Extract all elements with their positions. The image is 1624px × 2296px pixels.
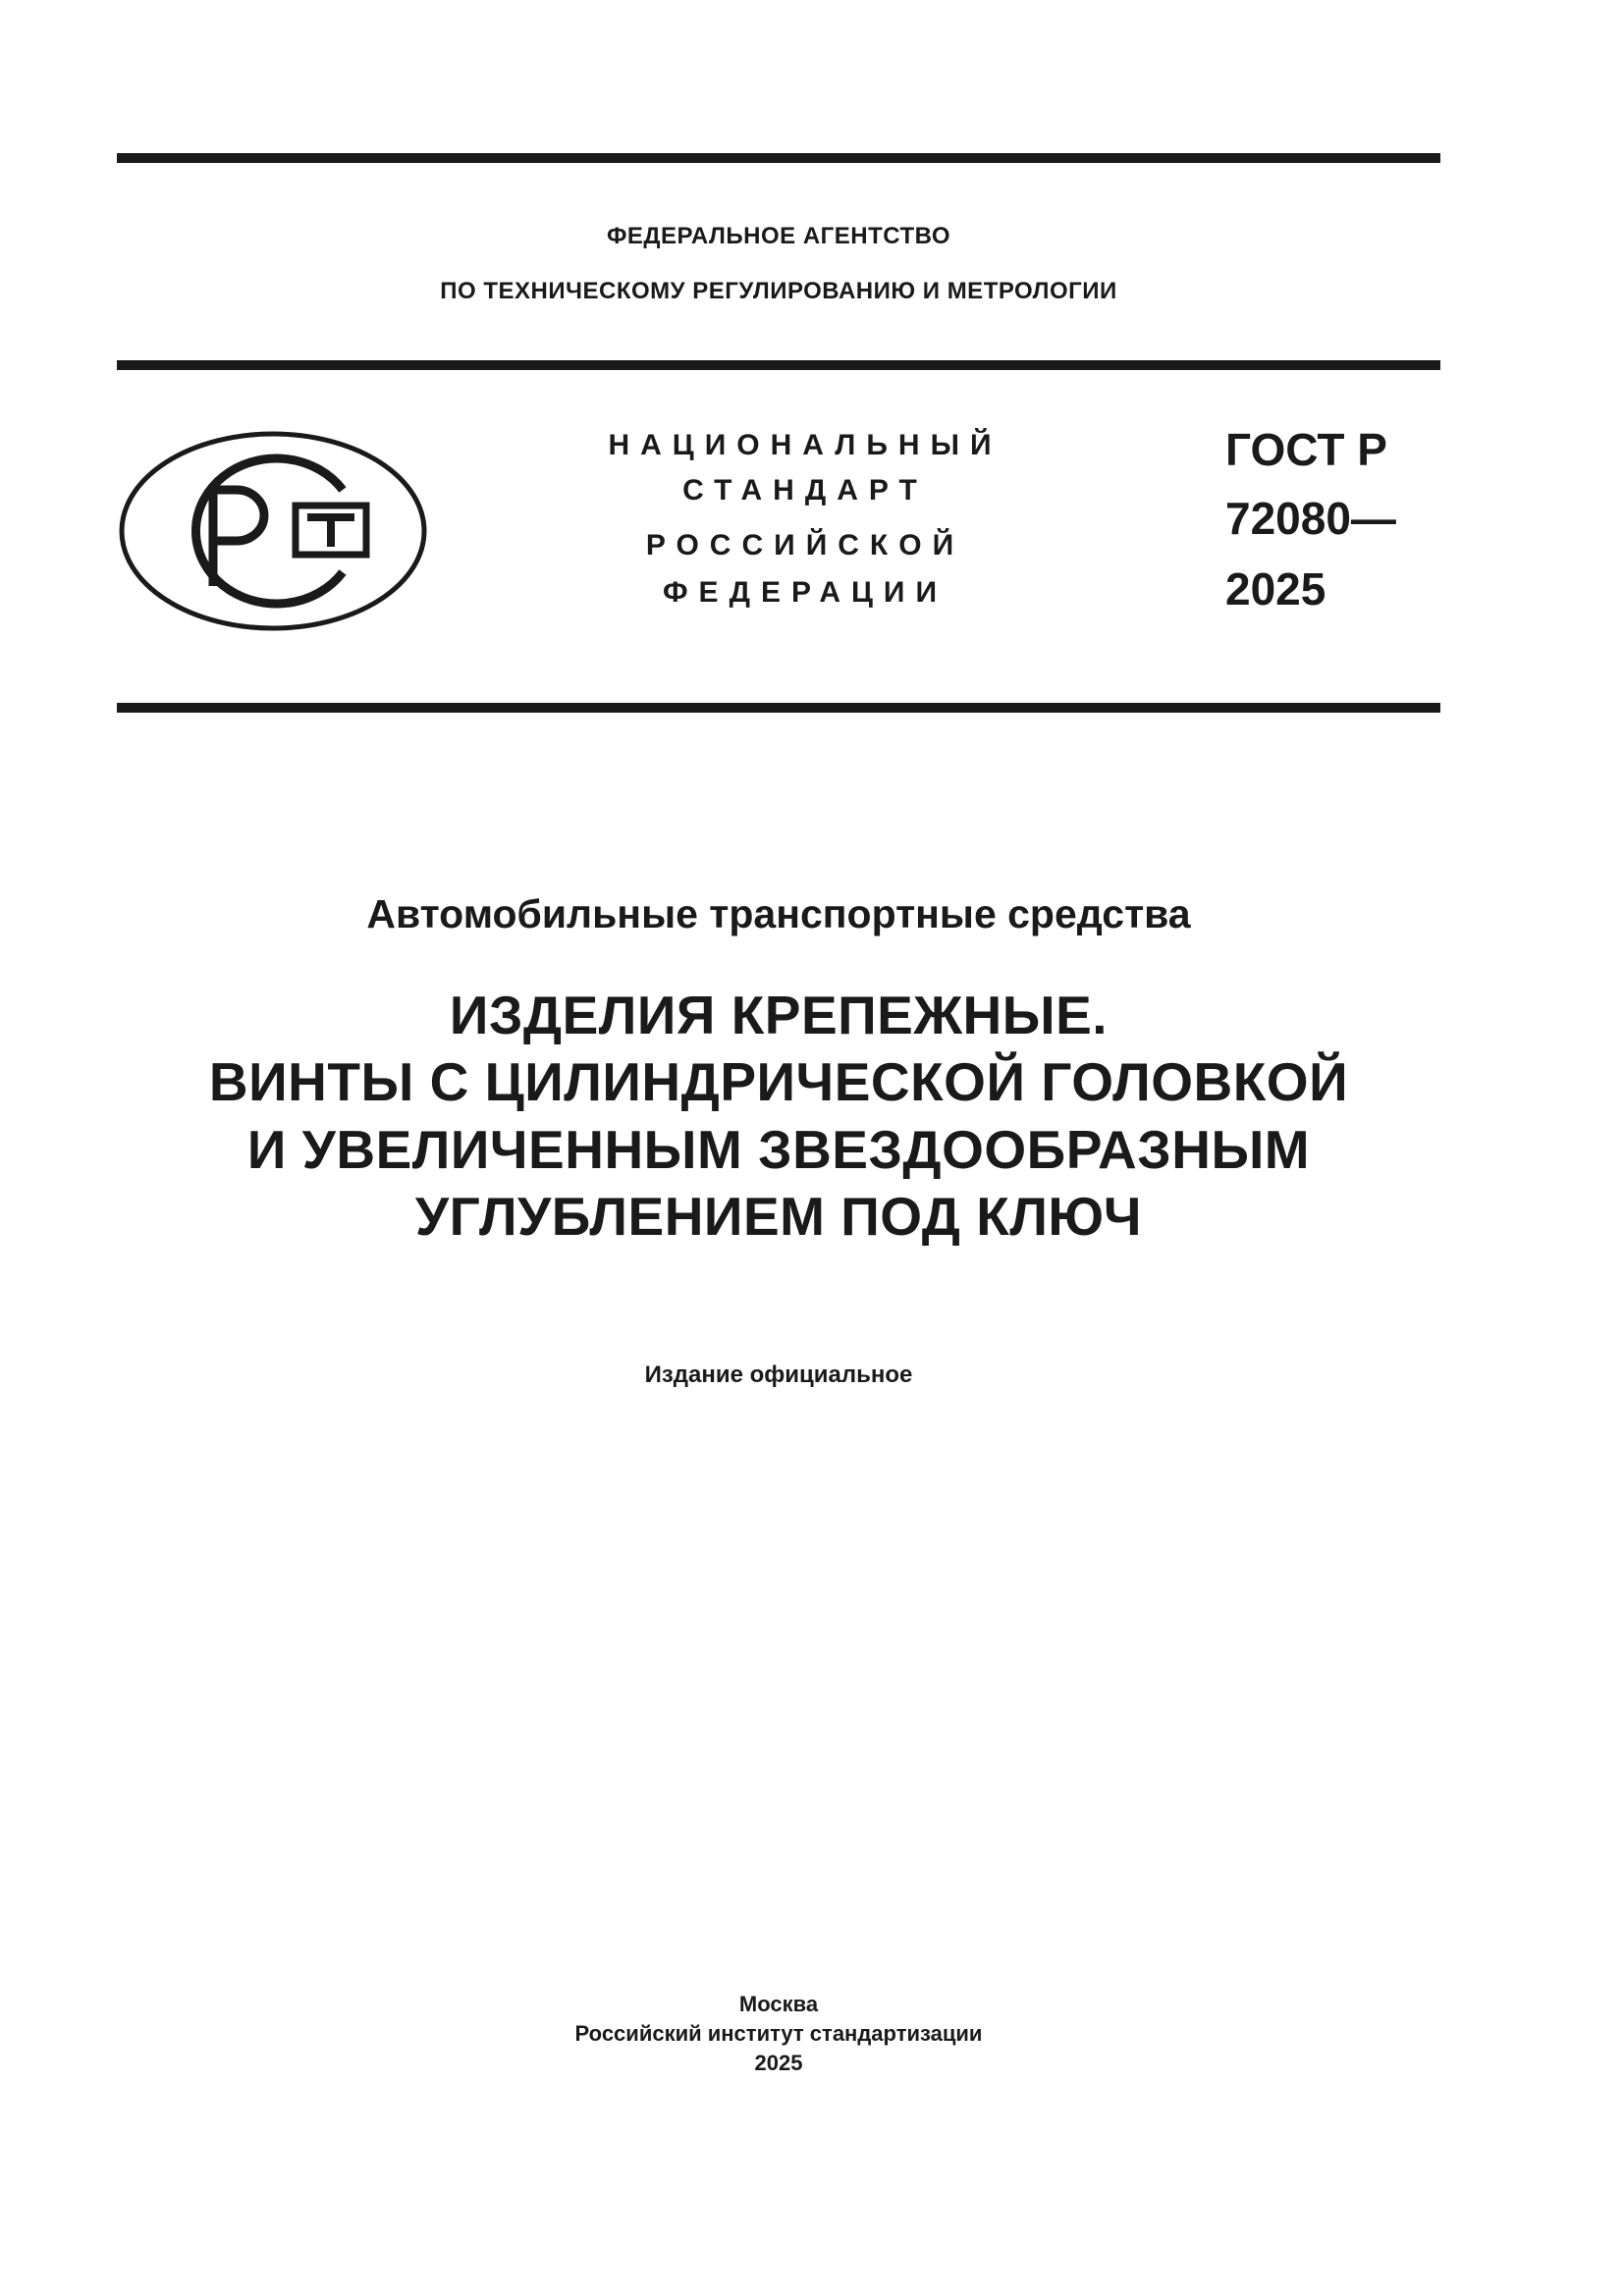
imprint-city: Москва xyxy=(738,1992,819,2016)
gost-designation-line-3: 2025 xyxy=(1225,563,1326,614)
top-rule xyxy=(117,153,1440,163)
gost-designation-line-1: ГОСТ Р xyxy=(1225,424,1387,475)
header-bottom-rule xyxy=(117,703,1440,713)
agency-bottom-rule xyxy=(117,360,1440,370)
standard-type-line-3: РОССИЙСКОЙ xyxy=(645,529,965,561)
agency-name-line-1: ФЕДЕРАЛЬНОЕ АГЕНТСТВО xyxy=(606,223,951,249)
agency-name-line-2: ПО ТЕХНИЧЕСКОМУ РЕГУЛИРОВАНИЮ И МЕТРОЛОГИИ xyxy=(440,278,1117,304)
standard-type-line-2: СТАНДАРТ xyxy=(682,474,928,507)
imprint-year: 2025 xyxy=(754,2051,803,2075)
gost-designation-line-2: 72080— xyxy=(1225,493,1396,544)
document-title-line-2: ВИНТЫ С ЦИЛИНДРИЧЕСКОЙ ГОЛОВКОЙ xyxy=(208,1051,1349,1112)
edition-label: Издание официальное xyxy=(644,1362,913,1388)
imprint-publisher: Российский институт стандартизации xyxy=(574,2021,983,2046)
document-subtitle: Автомобильные транспортные средства xyxy=(366,891,1191,936)
standard-type-line-4: ФЕДЕРАЦИИ xyxy=(662,576,948,609)
document-title-line-4: УГЛУБЛЕНИЕМ ПОД КЛЮЧ xyxy=(414,1186,1143,1247)
document-title-line-1: ИЗДЕЛИЯ КРЕПЕЖНЫЕ. xyxy=(449,985,1109,1045)
document-title-line-3: И УВЕЛИЧЕННЫМ ЗВЕЗДООБРАЗНЫМ xyxy=(246,1119,1311,1180)
rst-conformity-mark-icon xyxy=(117,429,429,633)
standard-type-line-1: НАЦИОНАЛЬНЫЙ xyxy=(608,429,1002,461)
